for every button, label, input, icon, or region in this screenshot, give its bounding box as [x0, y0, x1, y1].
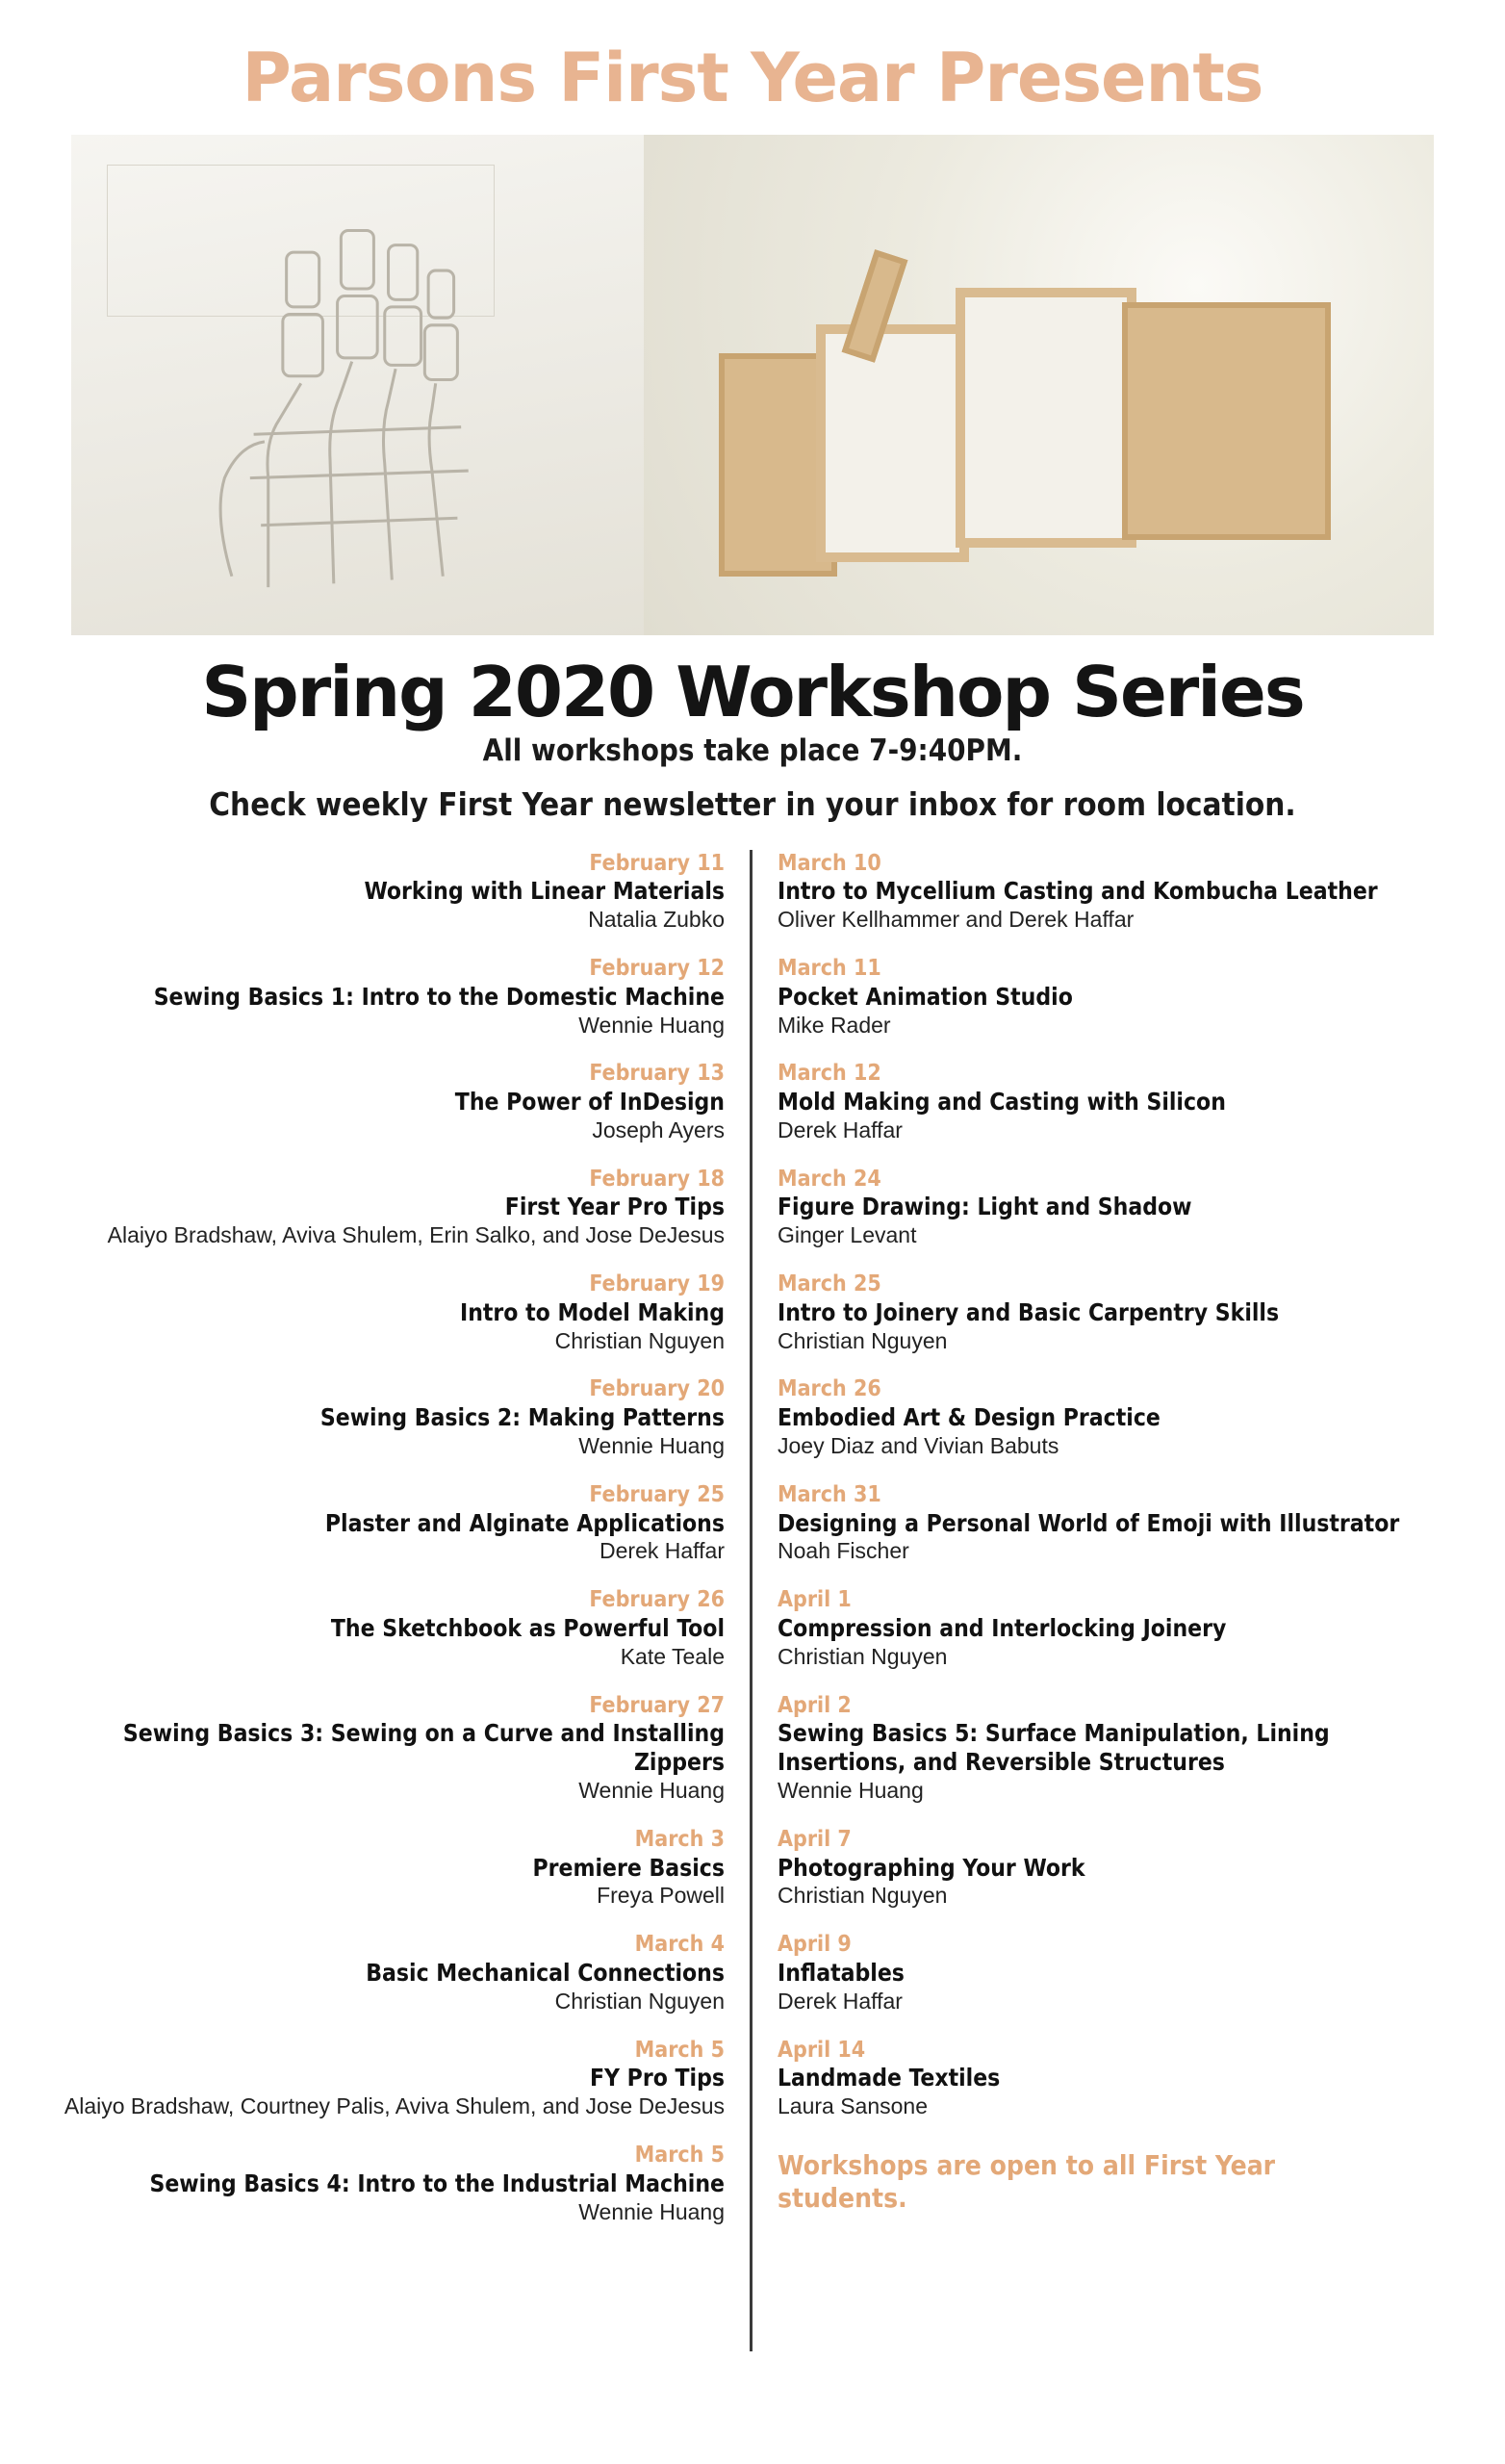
workshop-presenter: Christian Nguyen	[778, 1327, 948, 1353]
workshop-title: Landmade Textiles	[778, 2064, 1001, 2092]
workshop-title: FY Pro Tips	[589, 2064, 725, 2092]
workshop-entry	[58, 1586, 725, 1670]
workshop-title: Mold Making and Casting with Silicon	[778, 1088, 1226, 1116]
workshop-date: March 4	[634, 1932, 725, 1958]
workshop-entry	[58, 1270, 725, 1354]
workshop-photo	[644, 135, 1434, 635]
workshop-presenter: Derek Haffar	[778, 1988, 903, 2014]
workshop-title: Working with Linear Materials	[364, 877, 725, 906]
footer-note: Workshops are open to all First Year students.	[778, 2148, 1276, 2215]
workshop-date: February 18	[589, 1166, 725, 1192]
workshop-presenter: Derek Haffar	[778, 1116, 903, 1142]
workshop-date: April 2	[778, 1692, 852, 1718]
workshop-title: Sewing Basics 1: Intro to the Domestic Machine	[153, 982, 725, 1011]
hero-image	[71, 135, 1434, 635]
workshop-title: Sewing Basics 3: Sewing on a Curve and Installing Zippers	[122, 1719, 725, 1777]
workshop-date: February 27	[589, 1692, 725, 1718]
workshop-presenter: Wennie Huang	[578, 2198, 725, 2224]
workshop-entry	[778, 1060, 1447, 1143]
workshop-title: First Year Pro Tips	[504, 1193, 725, 1221]
main-title: Spring 2020 Workshop Series	[201, 652, 1304, 732]
workshop-title: Inflatables	[778, 1958, 905, 1987]
workshop-entry	[778, 1586, 1447, 1670]
workshop-entry	[778, 1826, 1447, 1910]
workshop-presenter: Christian Nguyen	[778, 1883, 948, 1909]
workshop-entry	[778, 1270, 1447, 1354]
workshop-title: Designing a Personal World of Emoji with Illustrator	[778, 1508, 1400, 1537]
wooden-frames-illustration	[691, 244, 1387, 604]
workshop-presenter: Mike Rader	[778, 1012, 891, 1038]
subtitle-times: All workshops take place 7-9:40PM.	[482, 732, 1023, 768]
workshop-presenter: Derek Haffar	[599, 1538, 725, 1564]
workshop-presenter: Alaiyo Bradshaw, Courtney Palis, Aviva Shulem, and Jose DeJesus	[64, 2093, 725, 2119]
workshop-date: February 25	[589, 1481, 725, 1507]
workshop-presenter: Wennie Huang	[578, 1433, 725, 1459]
workshop-title: Sewing Basics 2: Making Patterns	[319, 1403, 725, 1432]
workshop-date: February 20	[589, 1376, 725, 1402]
workshop-title: Pocket Animation Studio	[778, 982, 1073, 1011]
workshop-date: February 13	[589, 1061, 725, 1087]
workshop-title: Intro to Joinery and Basic Carpentry Skills	[778, 1297, 1280, 1326]
workshop-entry	[58, 1692, 725, 1805]
workshop-date: March 5	[634, 2037, 725, 2063]
workshop-title: Compression and Interlocking Joinery	[778, 1613, 1227, 1642]
workshop-date: March 3	[634, 1826, 725, 1852]
workshop-date: April 7	[778, 1826, 852, 1852]
workshop-entry	[58, 1060, 725, 1143]
workshop-title: Figure Drawing: Light and Shadow	[778, 1193, 1192, 1221]
workshop-title: The Sketchbook as Powerful Tool	[330, 1613, 725, 1642]
workshop-title: Premiere Basics	[532, 1853, 725, 1882]
page-title: Parsons First Year Presents	[242, 38, 1263, 117]
workshop-presenter: Wennie Huang	[778, 1778, 924, 1804]
workshop-entry	[778, 1375, 1447, 1459]
workshop-title: Basic Mechanical Connections	[366, 1958, 725, 1987]
workshop-title: Embodied Art & Design Practice	[778, 1403, 1161, 1432]
schedule-columns	[58, 850, 1447, 2351]
workshop-date: February 19	[589, 1271, 725, 1297]
workshop-date: February 26	[589, 1587, 725, 1613]
workshop-title: Sewing Basics 5: Surface Manipulation, Lining Insertions, and Reversible Structures	[778, 1719, 1330, 1777]
workshop-title: Photographing Your Work	[778, 1853, 1085, 1882]
workshop-presenter: Alaiyo Bradshaw, Aviva Shulem, Erin Salko, and Jose DeJesus	[107, 1222, 725, 1248]
workshop-entry	[58, 850, 725, 934]
workshop-presenter: Noah Fischer	[778, 1538, 909, 1564]
workshop-entry	[58, 2037, 725, 2120]
subtitle-newsletter: Check weekly First Year newsletter in your inbox for room location.	[209, 784, 1296, 823]
workshop-entry	[58, 1481, 725, 1565]
workshop-entry	[58, 1931, 725, 2015]
schedule-column-right	[752, 850, 1447, 2351]
workshop-title: Intro to Model Making	[460, 1297, 725, 1326]
workshop-entry	[778, 1931, 1447, 2015]
workshop-entry	[778, 955, 1447, 1039]
workshop-entry	[778, 1166, 1447, 1249]
workshop-entry	[58, 955, 725, 1039]
workshop-title: The Power of InDesign	[454, 1088, 725, 1116]
workshop-date: February 12	[589, 955, 725, 981]
workshop-date: April 1	[778, 1587, 852, 1613]
workshop-date: March 11	[778, 955, 881, 981]
workshop-date: April 14	[778, 2037, 866, 2063]
workshop-entry	[778, 1481, 1447, 1565]
workshop-entry	[58, 1375, 725, 1459]
workshop-presenter: Oliver Kellhammer and Derek Haffar	[778, 907, 1135, 933]
workshop-title: Intro to Mycellium Casting and Kombucha Leather	[778, 877, 1378, 906]
workshop-presenter: Wennie Huang	[578, 1778, 725, 1804]
workshop-presenter: Christian Nguyen	[554, 1327, 725, 1353]
workshop-date: March 25	[778, 1271, 881, 1297]
workshop-entry	[58, 2142, 725, 2225]
workshop-presenter: Freya Powell	[597, 1883, 725, 1909]
schedule-column-left	[58, 850, 752, 2351]
workshop-date: March 24	[778, 1166, 881, 1192]
workshop-presenter: Wennie Huang	[578, 1012, 725, 1038]
workshop-title: Sewing Basics 4: Intro to the Industrial Machine	[149, 2169, 725, 2197]
workshop-presenter: Joseph Ayers	[592, 1116, 725, 1142]
workshop-date: April 9	[778, 1932, 852, 1958]
workshop-date: March 10	[778, 850, 881, 876]
workshop-presenter: Joey Diaz and Vivian Babuts	[778, 1433, 1059, 1459]
workshop-date: March 5	[634, 2142, 725, 2168]
workshop-title: Plaster and Alginate Applications	[324, 1508, 725, 1537]
workshop-presenter: Laura Sansone	[778, 2093, 929, 2119]
workshop-entry	[58, 1826, 725, 1910]
workshop-entry	[778, 850, 1447, 934]
sketch-half	[71, 135, 657, 635]
workshop-date: March 31	[778, 1481, 881, 1507]
workshop-date: March 12	[778, 1061, 881, 1087]
workshop-date: March 26	[778, 1376, 881, 1402]
workshop-presenter: Natalia Zubko	[588, 907, 725, 933]
workshop-presenter: Christian Nguyen	[778, 1643, 948, 1669]
workshop-entry	[778, 1692, 1447, 1805]
workshop-entry	[58, 1166, 725, 1249]
hand-sketch-icon	[118, 205, 564, 605]
workshop-entry	[778, 2037, 1447, 2120]
workshop-date: February 11	[589, 850, 725, 876]
workshop-presenter: Christian Nguyen	[554, 1988, 725, 2014]
workshop-presenter: Ginger Levant	[778, 1222, 917, 1248]
workshop-presenter: Kate Teale	[620, 1643, 725, 1669]
